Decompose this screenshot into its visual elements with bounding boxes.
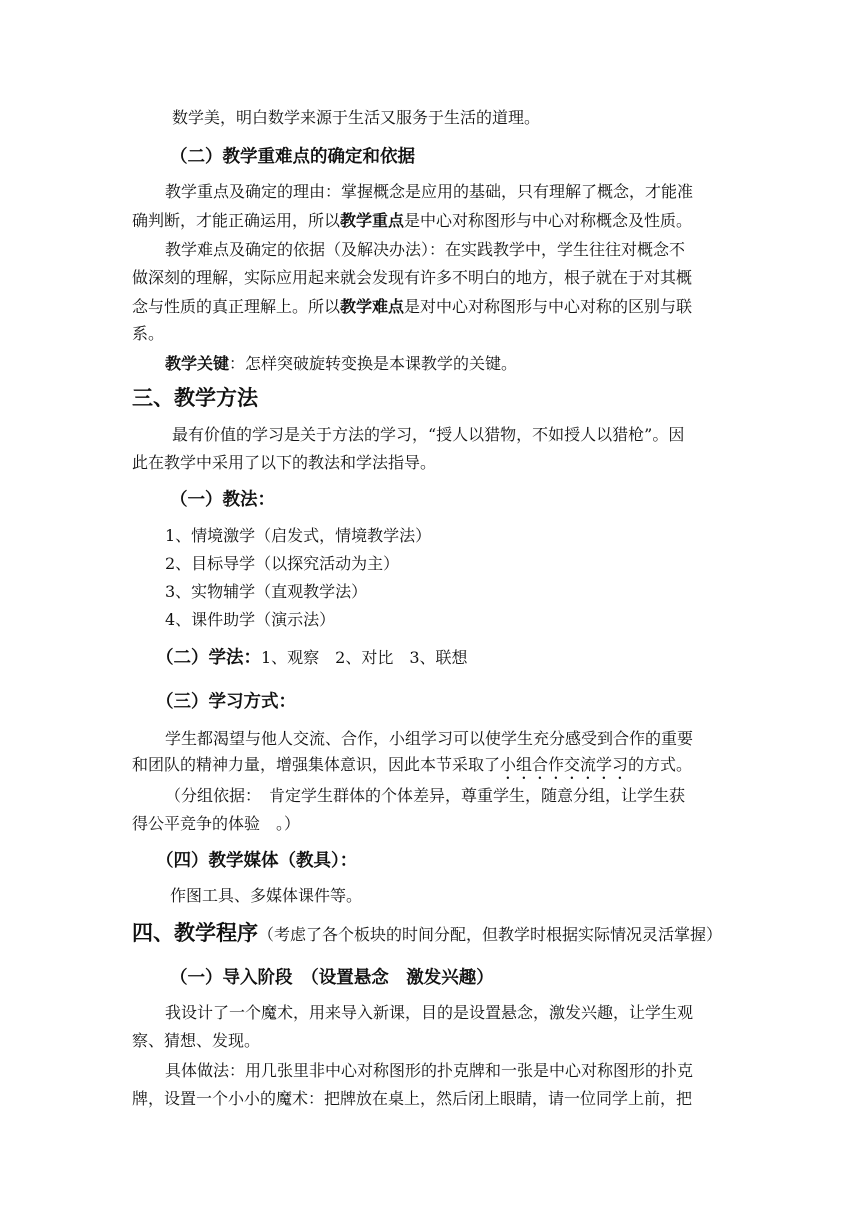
- learning-method-line: [156, 646, 468, 670]
- teaching-method-item-4: 4、课件助学（演示法）: [165, 610, 336, 629]
- focus-keyword: 教学重点: [340, 211, 405, 230]
- section-4-note: （考虑了各个板块的时间分配，但教学时根据实际情况灵活掌握）: [258, 925, 723, 944]
- method-para-line-2: 此在教学中采用了以下的教法和学法指导。: [132, 453, 437, 472]
- method-para-line-1: 最有价值的学习是关于方法的学习，“授人以猎物，不如授人以猎枪”。因: [172, 425, 685, 444]
- focus-para-line-1: 教学重点及确定的理由：掌握概念是应用的基础，只有理解了概念，才能准: [165, 182, 694, 201]
- learning-method-text: 1、观察 2、对比 3、联想: [261, 648, 468, 667]
- key-keyword: 教学关键: [165, 354, 230, 373]
- teaching-media-heading: （四）教学媒体（教具）：: [156, 851, 358, 871]
- difficulty-para-line-1: 教学难点及确定的依据（及解决办法）：在实践教学中，学生往往对概念不: [165, 240, 686, 259]
- learning-mode-text-a: 和团队的精神力量，增强集体意识，因此本节采取了: [132, 755, 501, 774]
- teaching-method-item-3: 3、实物辅学（直观教学法）: [165, 582, 368, 601]
- learning-mode-line-1: 学生都渴望与他人交流、合作，小组学习可以使学生充分感受到合作的重要: [165, 729, 694, 748]
- section-2-2-heading: （二）教学重难点的确定和依据: [170, 147, 415, 167]
- teaching-method-item-1: 1、情境激学（启发式，情境教学法）: [165, 526, 432, 545]
- focus-para-text-a: 确判断，才能正确运用，所以: [132, 211, 341, 230]
- intro-stage-para-1-line-1: 我设计了一个魔术，用来导入新课，目的是设置悬念，激发兴趣，让学生观: [165, 1003, 694, 1022]
- difficulty-keyword: 教学难点: [340, 297, 405, 316]
- teaching-method-heading: （一）教法：: [170, 490, 275, 510]
- section-4-title-line: [132, 919, 722, 949]
- teaching-media-text: 作图工具、多媒体课件等。: [170, 886, 363, 905]
- grouping-basis-line-1: （分组依据： 肯定学生群体的个体差异，尊重学生，随意分组，让学生获: [165, 786, 686, 805]
- grouping-basis-line-2: 得公平竞争的体验 。）: [132, 814, 301, 833]
- learning-mode-emphasis: 小组合作交流学习: [500, 755, 629, 774]
- intro-stage-para-1-line-2: 察、猜想、发现。: [132, 1031, 261, 1050]
- learning-mode-line-2: [132, 754, 692, 783]
- intro-stage-para-2-line-1: 具体做法：用几张里非中心对称图形的扑克牌和一张是中心对称图形的扑克: [165, 1061, 694, 1080]
- difficulty-para-text-b: 是对中心对称图形与中心对称的区别与联: [404, 297, 693, 316]
- intro-stage-para-2-line-2: 牌，设置一个小小的魔术：把牌放在桌上，然后闭上眼睛，请一位同学上前，把: [132, 1089, 693, 1108]
- difficulty-para-line-3: [132, 296, 692, 318]
- difficulty-para-line-2: 做深刻的理解，实际应用起来就会发现有许多不明白的地方，根子就在于对其概: [132, 268, 693, 287]
- learning-mode-text-b: 的方式。: [628, 755, 693, 774]
- focus-para-text-b: 是中心对称图形与中心对称概念及性质。: [404, 211, 693, 230]
- section-4-title: 四、教学程序: [132, 921, 258, 945]
- difficulty-para-text-a: 念与性质的真正理解上。所以: [132, 297, 341, 316]
- intro-stage-heading: （一）导入阶段 （设置悬念 激发兴趣）: [170, 968, 494, 988]
- difficulty-para-line-4: 系。: [132, 324, 165, 343]
- intro-line: 数学美，明白数学来源于生活又服务于生活的道理。: [172, 108, 541, 127]
- teaching-method-item-2: 2、目标导学（以探究活动为主）: [165, 554, 400, 573]
- key-line: [165, 353, 517, 375]
- learning-mode-heading: （三）学习方式：: [156, 692, 296, 712]
- key-text: ：怎样突破旋转变换是本课教学的关键。: [229, 354, 518, 373]
- section-3-title: 三、教学方法: [132, 386, 258, 410]
- focus-para-line-2: [132, 210, 692, 232]
- learning-method-heading: （二）学法：: [156, 648, 261, 668]
